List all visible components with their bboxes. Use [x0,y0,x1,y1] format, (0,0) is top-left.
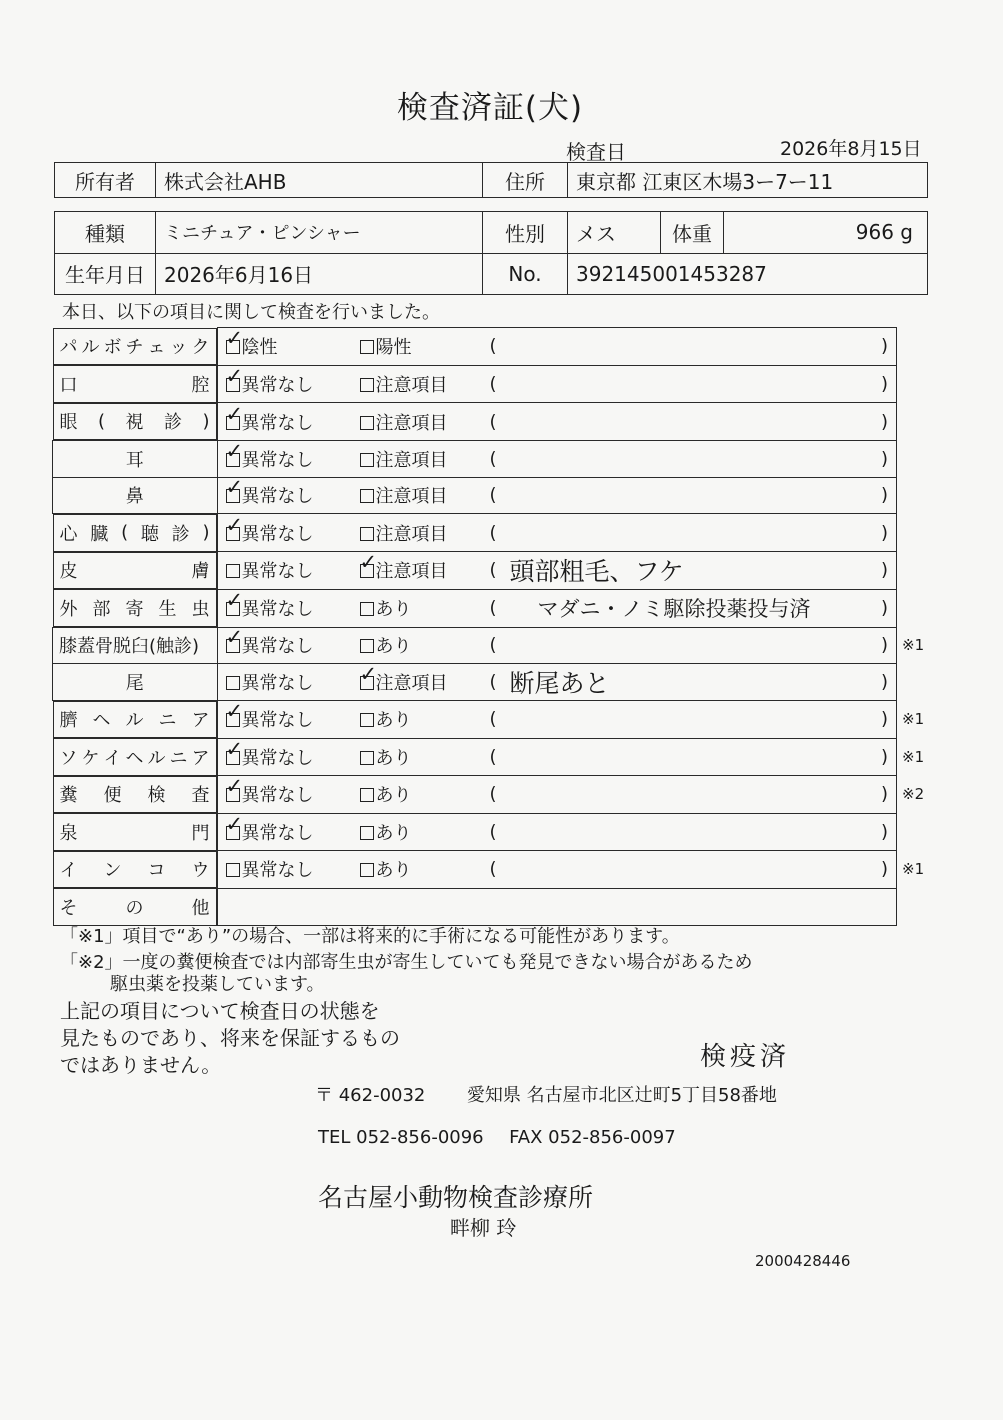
birth-value: 2026年6月16日 [156,253,483,295]
address-label: 住所 [483,163,568,198]
option-label: 異常なし [241,561,314,583]
option-label: あり [375,747,412,769]
inspection-result-cell [217,813,897,851]
clinic-tel: TEL 052-856-0096 [318,1127,484,1148]
inspection-result-cell [217,700,897,738]
inspection-result-cell [217,403,897,441]
note-paren-open: ( [489,858,497,880]
option-2-checkbox[interactable] [360,409,448,435]
note-paren-open: ( [489,484,497,506]
option-label: 注意項目 [375,412,448,434]
option-2-checkbox[interactable] [360,333,412,359]
option-1-checkbox[interactable] [226,520,314,546]
option-1-checkbox[interactable] [226,333,278,359]
checkbox-icon[interactable] [226,527,240,541]
breed-label: 種類 [55,212,156,254]
sex-value: メス [568,212,661,254]
note-paren-open: ( [489,821,497,843]
inspection-row [53,664,897,701]
inspection-item-name: 糞 便 検 査 [53,776,217,814]
option-label: 注意項目 [375,523,448,545]
note-paren-close: ) [880,559,888,581]
checkbox-icon[interactable] [226,489,240,503]
option-2-checkbox[interactable] [360,482,448,508]
checkbox-icon[interactable] [360,564,374,578]
option-label: 異常なし [241,599,314,620]
option-2-checkbox[interactable] [360,669,448,695]
clinic-address-line [315,1081,777,1107]
breed-value: ミニチュア・ピンシャー [156,212,483,254]
option-1-checkbox[interactable] [226,371,314,397]
option-label: 異常なし [241,449,314,471]
clinic-contact-line [318,1127,676,1148]
exam-date-label: 検査日 [566,140,626,164]
note-paren-close: ) [880,746,888,768]
owner-table [54,162,928,198]
inspection-item-name: 鼻 [53,477,218,514]
inspection-item-name: 泉 門 [53,813,217,851]
inspection-row [53,441,897,478]
inspection-item-name: 臍 ヘ ル ニ ア [53,701,217,739]
option-2-checkbox[interactable] [360,557,448,583]
note-paren-open: ( [489,559,497,581]
note-text: マダニ・ノミ駆除投薬投与済 [537,597,811,621]
inspection-result-cell [217,328,897,366]
note-paren-open: ( [489,671,497,693]
inspection-row [53,403,897,441]
option-2-checkbox[interactable] [360,632,412,658]
footnote-mark: ※1 [902,860,925,879]
no-value: 392145001453287 [568,253,928,295]
weight-label: 体重 [661,212,724,254]
inspection-row [53,851,897,889]
note-paren-open: ( [489,634,497,656]
option-label: 異常なし [241,486,314,508]
other-label: そ の 他 [53,888,217,926]
option-label: 異常なし [241,860,314,882]
inspection-row [53,552,897,590]
note-paren-open: ( [489,373,497,395]
inspection-result-cell [217,365,897,403]
option-1-checkbox[interactable] [226,557,314,583]
inspection-row [53,514,897,552]
statement-line: ではありません。 [60,1053,222,1077]
note-paren-close: ) [880,484,888,506]
option-label: 異常なし [241,672,314,694]
option-label: あり [375,785,412,807]
checkbox-icon[interactable] [360,527,374,541]
option-2-checkbox[interactable] [360,781,412,807]
option-2-checkbox[interactable] [360,446,448,472]
note-paren-open: ( [489,335,497,357]
option-label: 異常なし [241,523,314,545]
option-1-checkbox[interactable] [226,409,314,435]
dog-info-table [54,211,928,295]
option-label: 異常なし [241,785,314,807]
statement-line: 見たものであり、将来を保証するもの [60,1026,400,1050]
inspection-result-cell [217,664,897,701]
footnote-mark: ※1 [902,710,925,728]
option-label: 注意項目 [375,672,448,694]
option-2-checkbox[interactable] [360,856,412,882]
postal-code: 〒 462-0032 [315,1085,426,1106]
birth-label: 生年月日 [55,253,156,295]
option-1-checkbox[interactable] [226,446,314,472]
option-1-checkbox[interactable] [226,632,314,658]
disclaimer-statement [60,998,480,1079]
checkbox-icon[interactable] [360,378,374,392]
option-label: 注意項目 [375,449,448,471]
checkbox-icon[interactable] [360,453,374,467]
note-paren-close: ) [880,373,888,395]
owner-value: 株式会社AHB [156,163,483,198]
inspection-item-name: 皮 膚 [53,552,217,590]
option-label: 異常なし [241,374,314,396]
inspection-item-name: ソ ケ イ ヘ ル ニ ア [53,738,217,776]
checkbox-icon[interactable] [226,713,240,727]
checkbox-icon[interactable] [226,676,240,690]
note-paren-close: ) [880,411,888,432]
option-label: 異常なし [241,710,314,731]
inspection-item-name: 膝蓋骨脱臼(触診) [53,627,218,664]
option-1-checkbox[interactable] [226,856,314,882]
note-paren-open: ( [489,746,497,768]
option-label: あり [375,710,412,731]
address-value: 東京都 江東区木場3ー7ー11 [568,163,928,198]
option-label: あり [375,636,412,658]
option-label: 陽性 [375,337,412,359]
option-label: 異常なし [241,636,314,658]
inspection-item-name: 耳 [53,441,218,478]
serial-number: 2000428446 [755,1252,851,1270]
checkbox-icon[interactable] [226,564,240,578]
option-2-checkbox[interactable] [360,595,412,621]
option-1-checkbox[interactable] [226,706,314,732]
checkbox-icon[interactable] [360,602,374,616]
option-1-checkbox[interactable] [226,482,314,508]
quarantine-stamp: 検疫済 [700,1042,791,1072]
sex-label: 性別 [483,212,568,254]
option-label: 陰性 [241,337,278,359]
note-paren-open: ( [489,411,497,432]
footnote-2-line1: 「※2」一度の糞便検査では内部寄生虫が寄生していても発見できない場合があるため [60,952,753,973]
other-value [217,888,897,926]
option-2-checkbox[interactable] [360,744,412,770]
clinic-name: 名古屋小動物検査診療所 [318,1183,594,1212]
note-paren-close: ) [880,783,888,805]
exam-date-value: 2026年8月15日 [780,138,922,160]
inspection-item-name: パ ル ボ チ ェ ッ ク [53,328,217,366]
checkbox-icon[interactable] [360,676,374,690]
inspection-result-cell [217,738,897,776]
no-label: No. [483,253,568,295]
footnote-mark: ※2 [902,785,925,804]
inspection-row [53,776,897,814]
note-paren-open: ( [489,597,497,619]
inspection-row [53,365,897,403]
clinic-person: 畔柳 玲 [450,1216,517,1240]
note-paren-close: ) [880,708,888,730]
other-row [53,888,897,926]
checkbox-icon[interactable] [360,788,374,802]
option-label: あり [375,822,412,844]
checkbox-icon[interactable] [360,826,374,840]
inspection-result-cell [217,441,897,478]
option-2-checkbox[interactable] [360,520,448,546]
option-label: 注意項目 [375,561,448,583]
checkbox-icon[interactable] [226,453,240,467]
checkbox-icon[interactable] [360,751,374,765]
inspection-row [53,738,897,776]
option-1-checkbox[interactable] [226,595,314,621]
checkbox-icon[interactable] [226,751,240,765]
inspection-row [53,627,897,664]
inspection-result-cell [217,552,897,590]
option-2-checkbox[interactable] [360,819,412,845]
checkbox-icon[interactable] [226,826,240,840]
inspection-result-cell [217,589,897,627]
note-paren-open: ( [489,522,497,543]
inspection-row [53,328,897,366]
inspection-row [53,589,897,627]
option-1-checkbox[interactable] [226,744,314,770]
owner-label: 所有者 [55,163,156,198]
footnote-mark: ※1 [902,636,925,655]
inspection-row [53,477,897,514]
note-paren-close: ) [880,634,888,656]
option-1-checkbox[interactable] [226,781,314,807]
option-1-checkbox[interactable] [226,669,314,695]
note-paren-close: ) [880,597,888,619]
note-paren-open: ( [489,783,497,805]
note-text: 断尾あと [509,668,610,698]
clinic-address: 愛知県 名古屋市北区辻町5丁目58番地 [466,1085,777,1106]
weight-value: 966 g [724,212,928,254]
checkbox-icon[interactable] [360,639,374,653]
option-label: 異常なし [241,747,314,769]
note-text: 頭部粗毛、フケ [509,557,684,587]
option-label: あり [375,599,412,620]
checkbox-icon[interactable] [226,788,240,802]
checkbox-icon[interactable] [360,340,374,354]
inspection-result-cell [217,627,897,664]
option-label: あり [375,860,412,882]
note-paren-close: ) [880,858,888,880]
checkbox-icon[interactable] [360,416,374,430]
option-2-checkbox[interactable] [360,371,448,397]
inspection-result-cell [217,851,897,889]
checkbox-icon[interactable] [226,416,240,430]
inspection-item-name: 眼 ( 視 診 ) [53,403,217,441]
checkbox-icon[interactable] [360,489,374,503]
note-paren-open: ( [489,448,497,470]
inspection-row [53,813,897,851]
note-paren-close: ) [880,671,888,693]
checkbox-icon[interactable] [226,602,240,616]
inspection-result-cell [217,776,897,814]
footnote-2-line2: 駆虫薬を投薬しています。 [110,974,325,995]
note-paren-open: ( [489,708,497,730]
statement-line: 上記の項目について検査日の状態を [60,999,380,1023]
option-label: 注意項目 [375,374,448,396]
checkbox-icon[interactable] [360,713,374,727]
option-label: 注意項目 [375,486,448,508]
checkbox-icon[interactable] [226,639,240,653]
option-label: 異常なし [241,822,314,844]
inspection-item-name: 心 臓 ( 聴 診 ) [53,514,217,552]
checkbox-icon[interactable] [226,340,240,354]
inspection-item-name: 外 部 寄 生 虫 [53,589,217,627]
option-label: 異常なし [241,412,314,434]
document-title: 検査済証(犬) [396,90,584,126]
inspection-result-cell [217,477,897,514]
note-paren-close: ) [880,448,888,470]
inspection-item-name: イ ン コ ウ [53,851,217,889]
inspection-item-name: 尾 [53,664,218,701]
note-paren-close: ) [880,335,888,357]
option-1-checkbox[interactable] [226,819,314,845]
footnote-1: 「※1」項目で“あり”の場合、一部は将来的に手術になる可能性があります。 [60,926,680,947]
checkbox-icon[interactable] [360,863,374,877]
clinic-fax: FAX 052-856-0097 [509,1127,676,1148]
option-2-checkbox[interactable] [360,706,412,732]
checkbox-icon[interactable] [226,378,240,392]
checkbox-icon[interactable] [226,863,240,877]
footnote-mark: ※1 [902,747,925,766]
note-paren-close: ) [880,821,888,843]
inspection-item-name: 口 腔 [53,365,217,403]
inspection-result-cell [217,514,897,552]
inspection-row [53,700,897,738]
intro-text: 本日、以下の項目に関して検査を行いました。 [62,302,440,323]
note-paren-close: ) [880,522,888,543]
inspection-table [52,327,897,926]
